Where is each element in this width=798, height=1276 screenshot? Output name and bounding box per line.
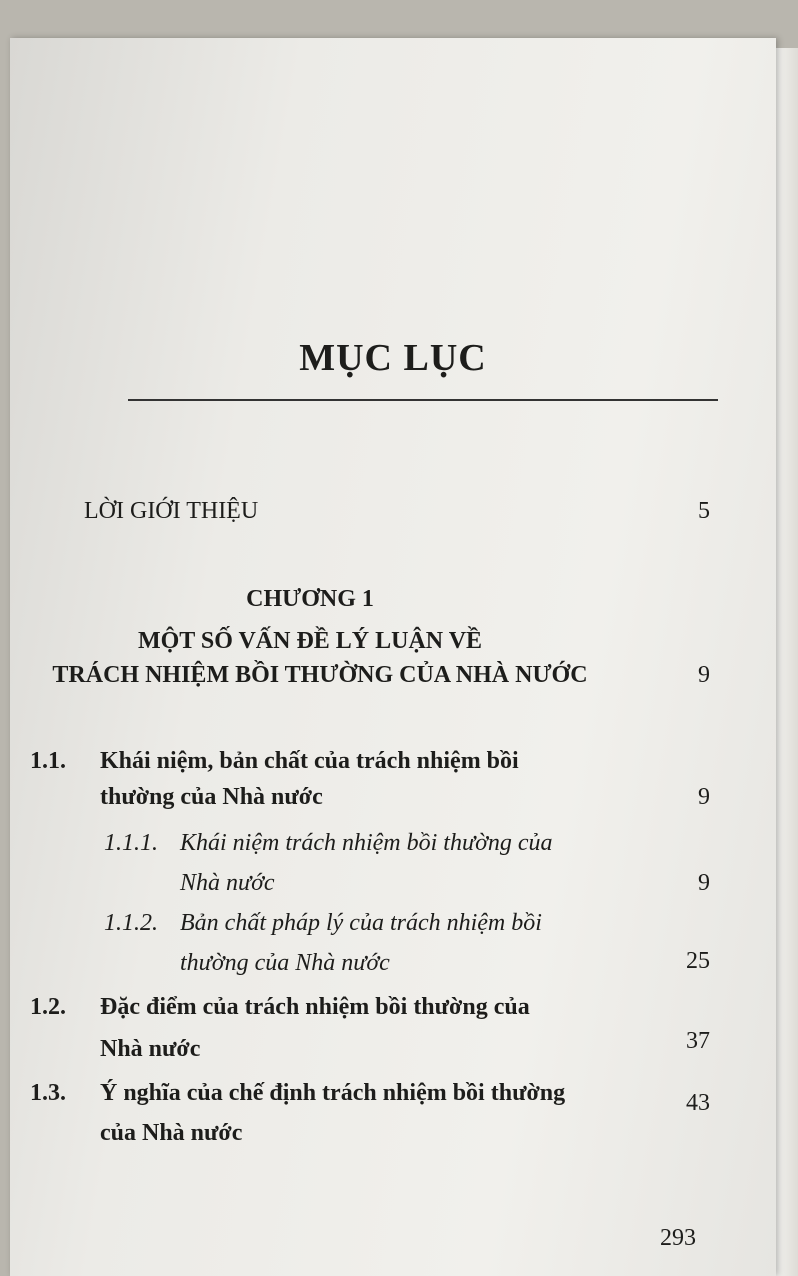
toc-entry-1-1-2-line-1 [104,904,542,942]
chapter-page: 9 [698,662,710,688]
toc-entry-1-3-line-1 [30,1074,565,1112]
toc-entry-1-1-1-line-1 [104,824,553,862]
toc-entry-1-2-title: Đặc điểm của trách nhiệm bồi thường của [100,994,530,1020]
chapter-title-line-1: MỘT SỐ VẤN ĐỀ LÝ LUẬN VỀ [137,628,483,654]
toc-entry-1-3-title: Ý nghĩa của chế định trách nhiệm bồi thường [100,1080,566,1106]
book-page [10,38,776,1276]
toc-entry-intro-page: 5 [698,498,710,524]
toc-entry-1-1-1-title: Khái niệm trách nhiệm bồi thường của [180,830,553,856]
toc-entry-1-2-page: 37 [686,1028,710,1054]
toc-entry-intro-label: LỜI GIỚI THIỆU [84,498,259,524]
next-page-edge [776,48,798,1276]
chapter-title-line-2: TRÁCH NHIỆM BỒI THƯỜNG CỦA NHÀ NƯỚC [52,662,588,688]
page-number: 293 [660,1225,696,1251]
toc-entry-1-2-line-1 [30,988,530,1026]
toc-entry-1-1-page: 9 [698,784,710,810]
toc-entry-1-2-number: 1.2. [30,994,66,1020]
toc-entry-1-1-2-page: 25 [686,948,710,974]
toc-entry-1-1-line-1 [30,742,519,780]
toc-entry-1-2-line-2: Nhà nước [100,1036,201,1062]
toc-title: MỤC LỤC [299,337,487,379]
chapter-number: CHƯƠNG 1 [246,586,374,612]
toc-entry-1-1-2-line-2: thường của Nhà nước [180,950,390,976]
heading-divider [128,399,718,401]
toc-entry-1-1-number: 1.1. [30,748,66,774]
toc-entry-1-1-line-2: thường của Nhà nước [100,784,323,810]
toc-entry-1-3-line-2: của Nhà nước [100,1120,243,1146]
toc-entry-1-1-2-title: Bản chất pháp lý của trách nhiệm bồi [180,910,542,936]
toc-entry-1-3-page: 43 [686,1090,710,1116]
toc-entry-1-1-title: Khái niệm, bản chất của trách nhiệm bồi [100,748,519,774]
toc-entry-1-1-2-number: 1.1.2. [104,910,158,936]
toc-entry-1-1-1-page: 9 [698,870,710,896]
toc-entry-1-1-1-line-2: Nhà nước [180,870,275,896]
toc-entry-1-3-number: 1.3. [30,1080,66,1106]
toc-entry-1-1-1-number: 1.1.1. [104,830,158,856]
